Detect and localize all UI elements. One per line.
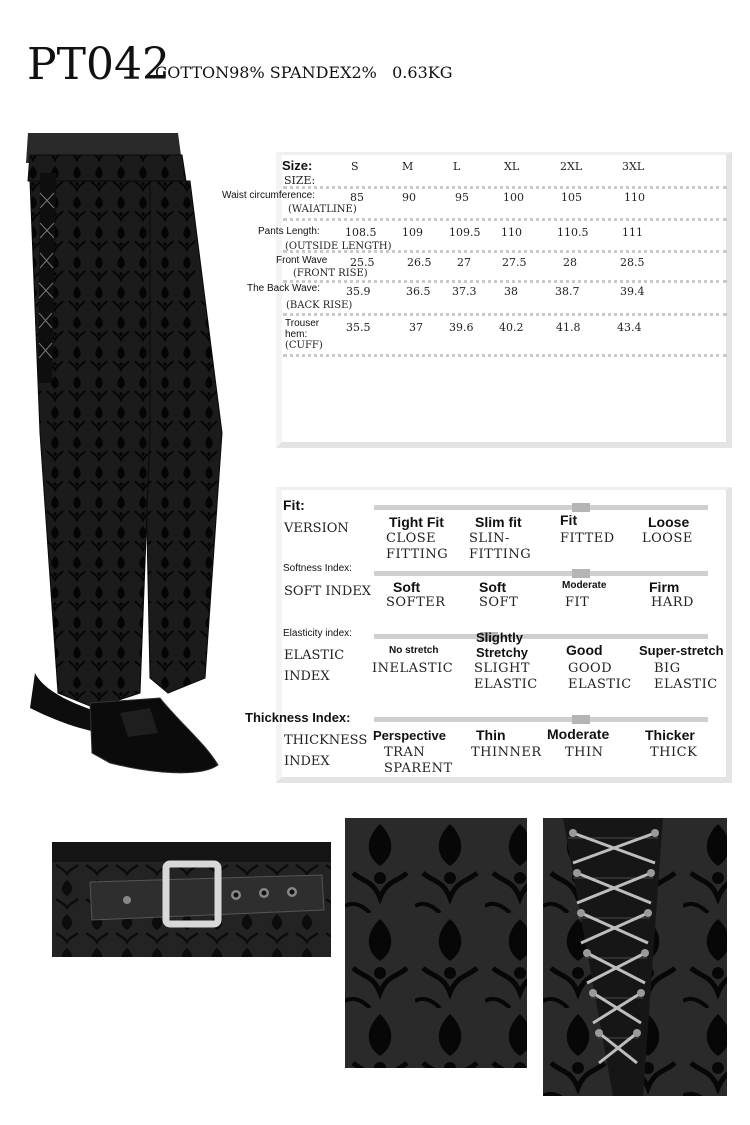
table-cell: 39.4 [620,285,645,298]
size-col-2xl: 2XL [560,160,583,173]
table-cell: 36.5 [406,285,431,298]
fit-code: VERSION [284,521,349,536]
elasticity-scale-bar [374,634,708,639]
table-cell: 109.5 [449,226,481,239]
thickness-option-en: Thin [476,727,506,743]
thickness-code: THICKNESS [284,733,368,748]
elasticity-code: ELASTIC [284,648,345,663]
row-code-waist: (WAIATLINE) [288,204,357,215]
product-code: PT042 [27,39,170,90]
model-photo [0,133,240,793]
table-cell: 110 [501,226,522,239]
softness-option-code: SOFTER [386,595,446,610]
table-cell: 27.5 [502,256,527,269]
row-code-hem: (CUFF) [285,340,323,351]
table-cell: 108.5 [345,226,377,239]
fit-scale-bar [374,505,708,510]
table-cell: 100 [503,191,524,204]
table-cell: 28.5 [620,256,645,269]
thickness-label: Thickness Index: [245,710,351,725]
size-header-label: Size: [282,158,313,173]
table-cell: 109 [402,226,423,239]
size-col-xl: XL [504,160,520,173]
row-label-back-rise: The Back Wave: [247,283,320,294]
fit-option-code: SLIN- FITTING [469,531,532,562]
fit-selected-marker [572,503,590,512]
table-cell: 85 [350,191,364,204]
thickness-option-en: Moderate [547,726,610,742]
size-col-3xl: 3XL [622,160,645,173]
detail-photo-fabric [345,818,527,1068]
row-label-waist: Waist circumference: [222,190,315,201]
row-label-hem: Trouser hem: [285,318,320,340]
table-cell: 41.8 [556,321,581,334]
softness-option-en: Soft [479,579,507,595]
fit-option-en: Slim fit [475,514,522,530]
table-cell: 110.5 [557,226,589,239]
row-code-front-rise: (FRONT RISE) [293,268,368,279]
thickness-option-en: Perspective [373,728,446,743]
softness-selected-marker [572,569,590,578]
softness-option-code: HARD [651,595,694,610]
thickness-scale-bar [374,717,708,722]
elasticity-code-2: INDEX [284,669,330,684]
thickness-option-en: Thicker [645,727,695,743]
size-col-m: M [402,160,414,173]
fit-option-en: Tight Fit [389,514,444,530]
thickness-code-2: INDEX [284,754,330,769]
table-cell: 105 [561,191,582,204]
detail-photo-buckle [52,842,331,957]
row-label-front-rise: Front Wave [276,255,328,266]
softness-option-en: Moderate [562,580,607,591]
row-code-back-rise: (BACK RISE) [286,300,353,311]
softness-option-en: Soft [393,579,421,595]
elasticity-option-en: Good [566,642,603,658]
elasticity-option-code: BIG ELASTIC [654,661,718,692]
softness-code: SOFT INDEX [284,584,372,599]
table-cell: 43.4 [617,321,642,334]
elasticity-option-en: Super-stretch [639,643,724,658]
table-cell: 95 [455,191,469,204]
table-cell: 27 [457,256,471,269]
table-cell: 35.5 [346,321,371,334]
table-cell: 38 [504,285,518,298]
thickness-option-code: THIN [565,745,604,760]
elasticity-option-en: No stretch [389,645,439,656]
size-col-s: S [351,160,359,173]
table-cell: 111 [622,226,643,239]
softness-option-code: SOFT [479,595,519,610]
row-code-length: (OUTSIDE LENGTH) [285,241,392,252]
thickness-option-code: THINNER [471,745,542,760]
table-cell: 37.3 [452,285,477,298]
table-cell: 38.7 [555,285,580,298]
fit-option-en: Fit [560,512,578,528]
table-cell: 90 [402,191,416,204]
table-cell: 40.2 [499,321,524,334]
material-weight: COTTON98% SPANDEX2% 0.63KG [155,63,453,82]
elasticity-option-code: GOOD ELASTIC [568,661,632,692]
fit-option-code: CLOSE FITTING [386,531,449,562]
fit-option-code: FITTED [560,531,615,546]
thickness-selected-marker [572,715,590,724]
table-cell: 25.5 [350,256,375,269]
size-header-code: SIZE: [284,174,316,187]
softness-scale-bar [374,571,708,576]
table-cell: 39.6 [449,321,474,334]
elasticity-option-code: SLIGHT ELASTIC [474,661,538,692]
table-cell: 35.9 [346,285,371,298]
softness-option-code: FIT [565,595,590,610]
elasticity-option-code: INELASTIC [372,661,454,676]
softness-option-en: Firm [649,579,680,595]
size-col-l: L [453,160,461,173]
thickness-option-code: TRAN SPARENT [384,745,453,776]
table-cell: 37 [409,321,423,334]
fit-label: Fit: [283,497,305,513]
row-label-length: Pants Length: [258,226,320,237]
table-cell: 28 [563,256,577,269]
detail-photo-lacing [543,818,727,1096]
fit-option-en: Loose [648,514,690,530]
elasticity-label: Elasticity index: [283,628,352,639]
softness-label: Softness Index: [283,563,352,574]
table-cell: 110 [624,191,645,204]
elasticity-option-en: Slightly Stretchy [476,630,529,660]
fit-option-code: LOOSE [642,531,693,546]
table-cell: 26.5 [407,256,432,269]
thickness-option-code: THICK [650,745,698,760]
